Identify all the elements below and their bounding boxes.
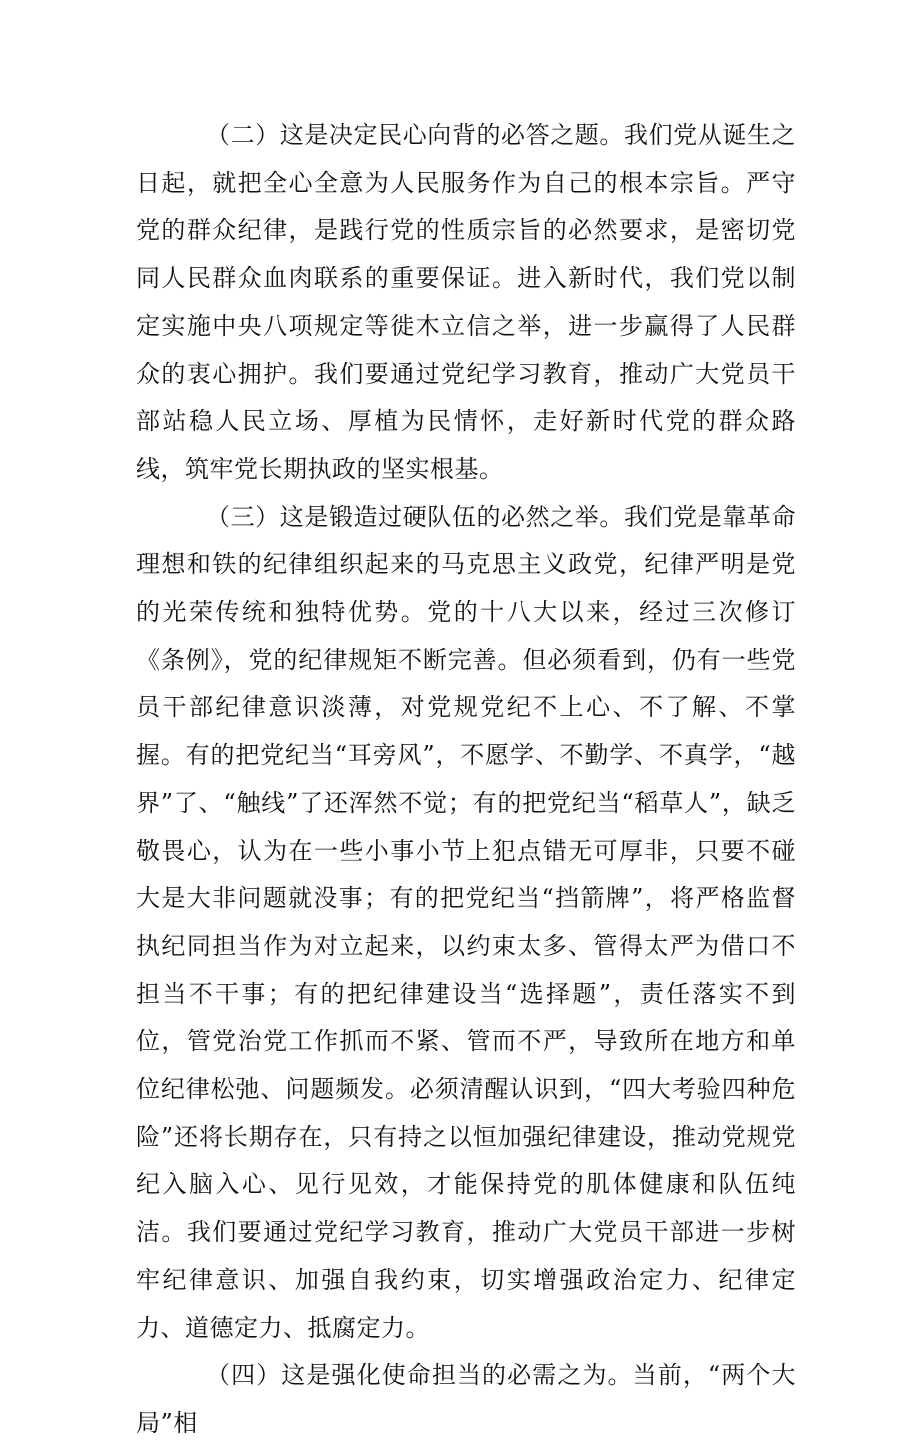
paragraph-section-two: （二）这是决定民心向背的必答之题。我们党从诞生之日起，就把全心全意为人民服务作为自己的根本宗旨。严守党的群众纪律，是践行党的性质宗旨的必然要求，是密切党同人民群众血肉联系的重要保证。进入新时代，我们党以制定实施中央八项规定等徙木立信之举，进一步赢得了人民群众的衷心拥护。我们要通过党纪学习教育，推动广大党员干部站稳人民立场、厚植为民情怀，走好新时代党的群众路线，筑牢党长期执政的坚实根基。 bbox=[136, 121, 796, 483]
document-body bbox=[136, 112, 796, 1448]
paragraph-section-three: （三）这是锻造过硬队伍的必然之举。我们党是靠革命理想和铁的纪律组织起来的马克思主义政党，纪律严明是党的光荣传统和独特优势。党的十八大以来，经过三次修订《条例》，党的纪律规矩不断完善。但必须看到，仍有一些党员干部纪律意识淡薄，对党规党纪不上心、不了解、不掌握。有的把党纪当“耳旁风”，不愿学、不勤学、不真学，“越界”了、“触线”了还浑然不觉；有的把党纪当“稻草人”，缺乏敬畏心，认为在一些小事小节上犯点错无可厚非，只要不碰大是大非问题就没事；有的把党纪当“挡箭牌”，将严格监督执纪同担当作为对立起来，以约束太多、管得太严为借口不担当不干事；有的把纪律建设当“选择题”，责任落实不到位，管党治党工作抓而不紧、管而不严，导致所在地方和单位纪律松弛、问题频发。必须清醒认识到，“四大考验四种危险”还将长期存在，只有持之以恒加强纪律建设，推动党规党纪入脑入心、见行见效，才能保持党的肌体健康和队伍纯洁。我们要通过党纪学习教育，推动广大党员干部进一步树牢纪律意识、加强自我约束，切实增强政治定力、纪律定力、道德定力、抵腐定力。 bbox=[136, 502, 796, 1342]
paragraph-section-four: （四）这是强化使命担当的必需之为。当前，“两个大局”相 bbox=[136, 1361, 796, 1437]
